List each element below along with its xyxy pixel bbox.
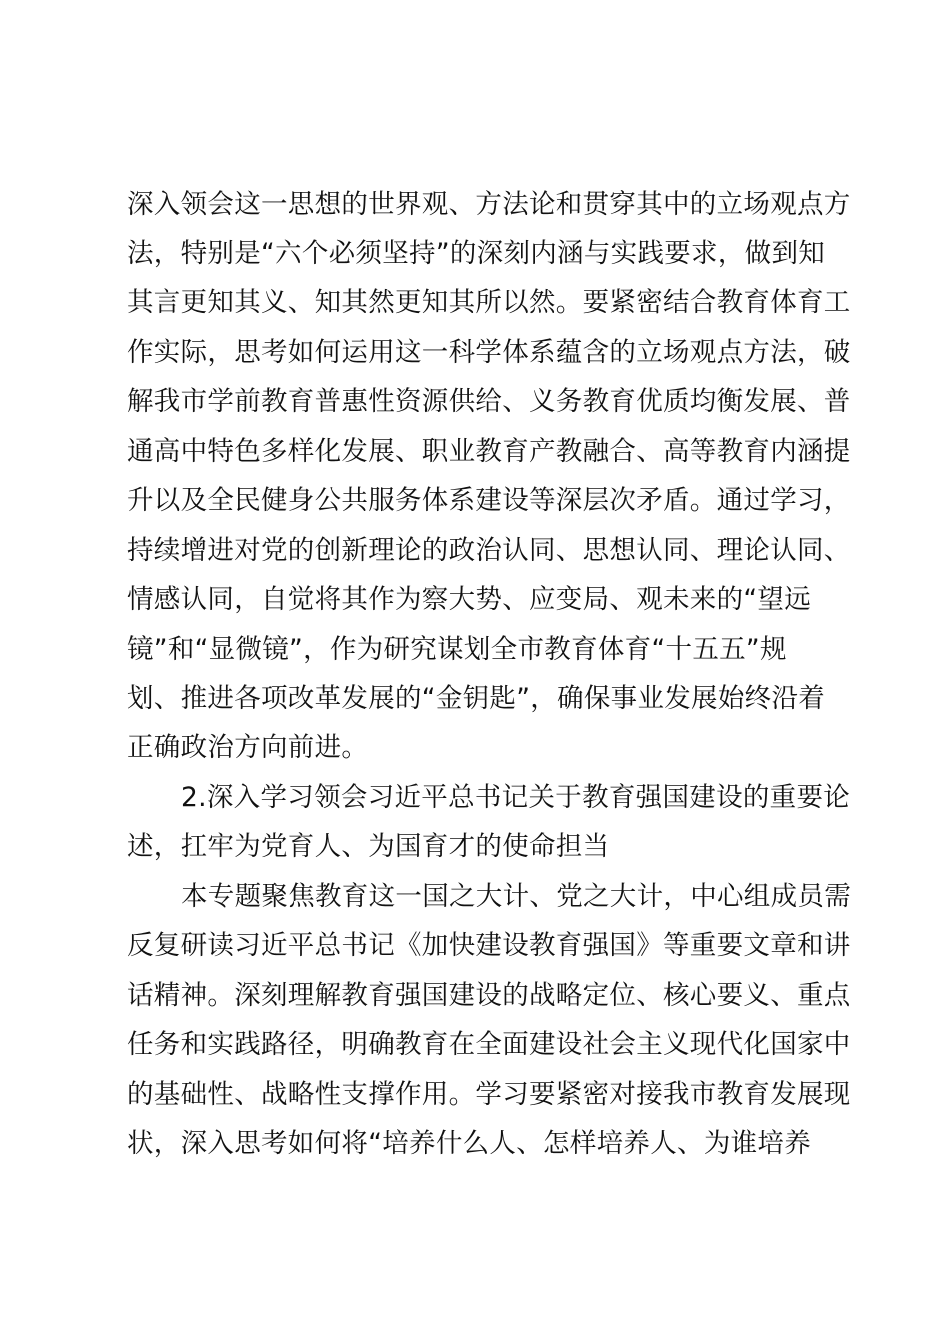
paragraph-3-line-5: 的基础性、战略性支撑作用。学习要紧密对接我市教育发展现 [127,1079,851,1110]
section-heading-line-1: 2.深入学习领会习近平总书记关于教育强国建设的重要论 [181,782,851,813]
paragraph-3-line-6: 状，深入思考如何将“培养什么人、怎样培养人、为谁培养 [127,1128,812,1159]
paragraph-3-line-4: 任务和实践路径，明确教育在全面建设社会主义现代化国家中 [127,1029,851,1060]
paragraph-3-line-1: 本专题聚焦教育这一国之大计、党之大计，中心组成员需 [181,881,851,912]
section-heading-line-2: 述，扛牢为党育人、为国育才的使命担当 [127,831,610,862]
paragraph-1-line-3: 其言更知其义、知其然更知其所以然。要紧密结合教育体育工 [127,287,851,318]
paragraph-3-line-2: 反复研读习近平总书记《加快建设教育强国》等重要文章和讲 [127,930,851,961]
paragraph-1-line-6: 通高中特色多样化发展、职业教育产教融合、高等教育内涵提 [127,436,851,467]
paragraph-1-line-12: 正确政治方向前进。 [127,732,369,763]
paragraph-1-line-7: 升以及全民健身公共服务体系建设等深层次矛盾。通过学习， [127,485,851,516]
paragraph-1-line-11: 划、推进各项改革发展的“金钥匙”，确保事业发展始终沿着 [127,683,826,714]
paragraph-1-line-8: 持续增进对党的创新理论的政治认同、思想认同、理论认同、 [127,535,851,566]
paragraph-1-line-4: 作实际，思考如何运用这一科学体系蕴含的立场观点方法，破 [127,337,851,368]
paragraph-1-line-9: 情感认同，自觉将其作为察大势、应变局、观未来的“望远 [127,584,812,615]
paragraph-1-line-1: 深入领会这一思想的世界观、方法论和贯穿其中的立场观点方 [127,189,851,220]
paragraph-1-line-2: 法，特别是“六个必须坚持”的深刻内涵与实践要求，做到知 [127,238,826,269]
paragraph-1-line-5: 解我市学前教育普惠性资源供给、义务教育优质均衡发展、普 [127,386,851,417]
paragraph-1-line-10: 镜”和“显微镜”，作为研究谋划全市教育体育“十五五”规 [127,634,787,665]
paragraph-3-line-3: 话精神。深刻理解教育强国建设的战略定位、核心要义、重点 [127,980,851,1011]
